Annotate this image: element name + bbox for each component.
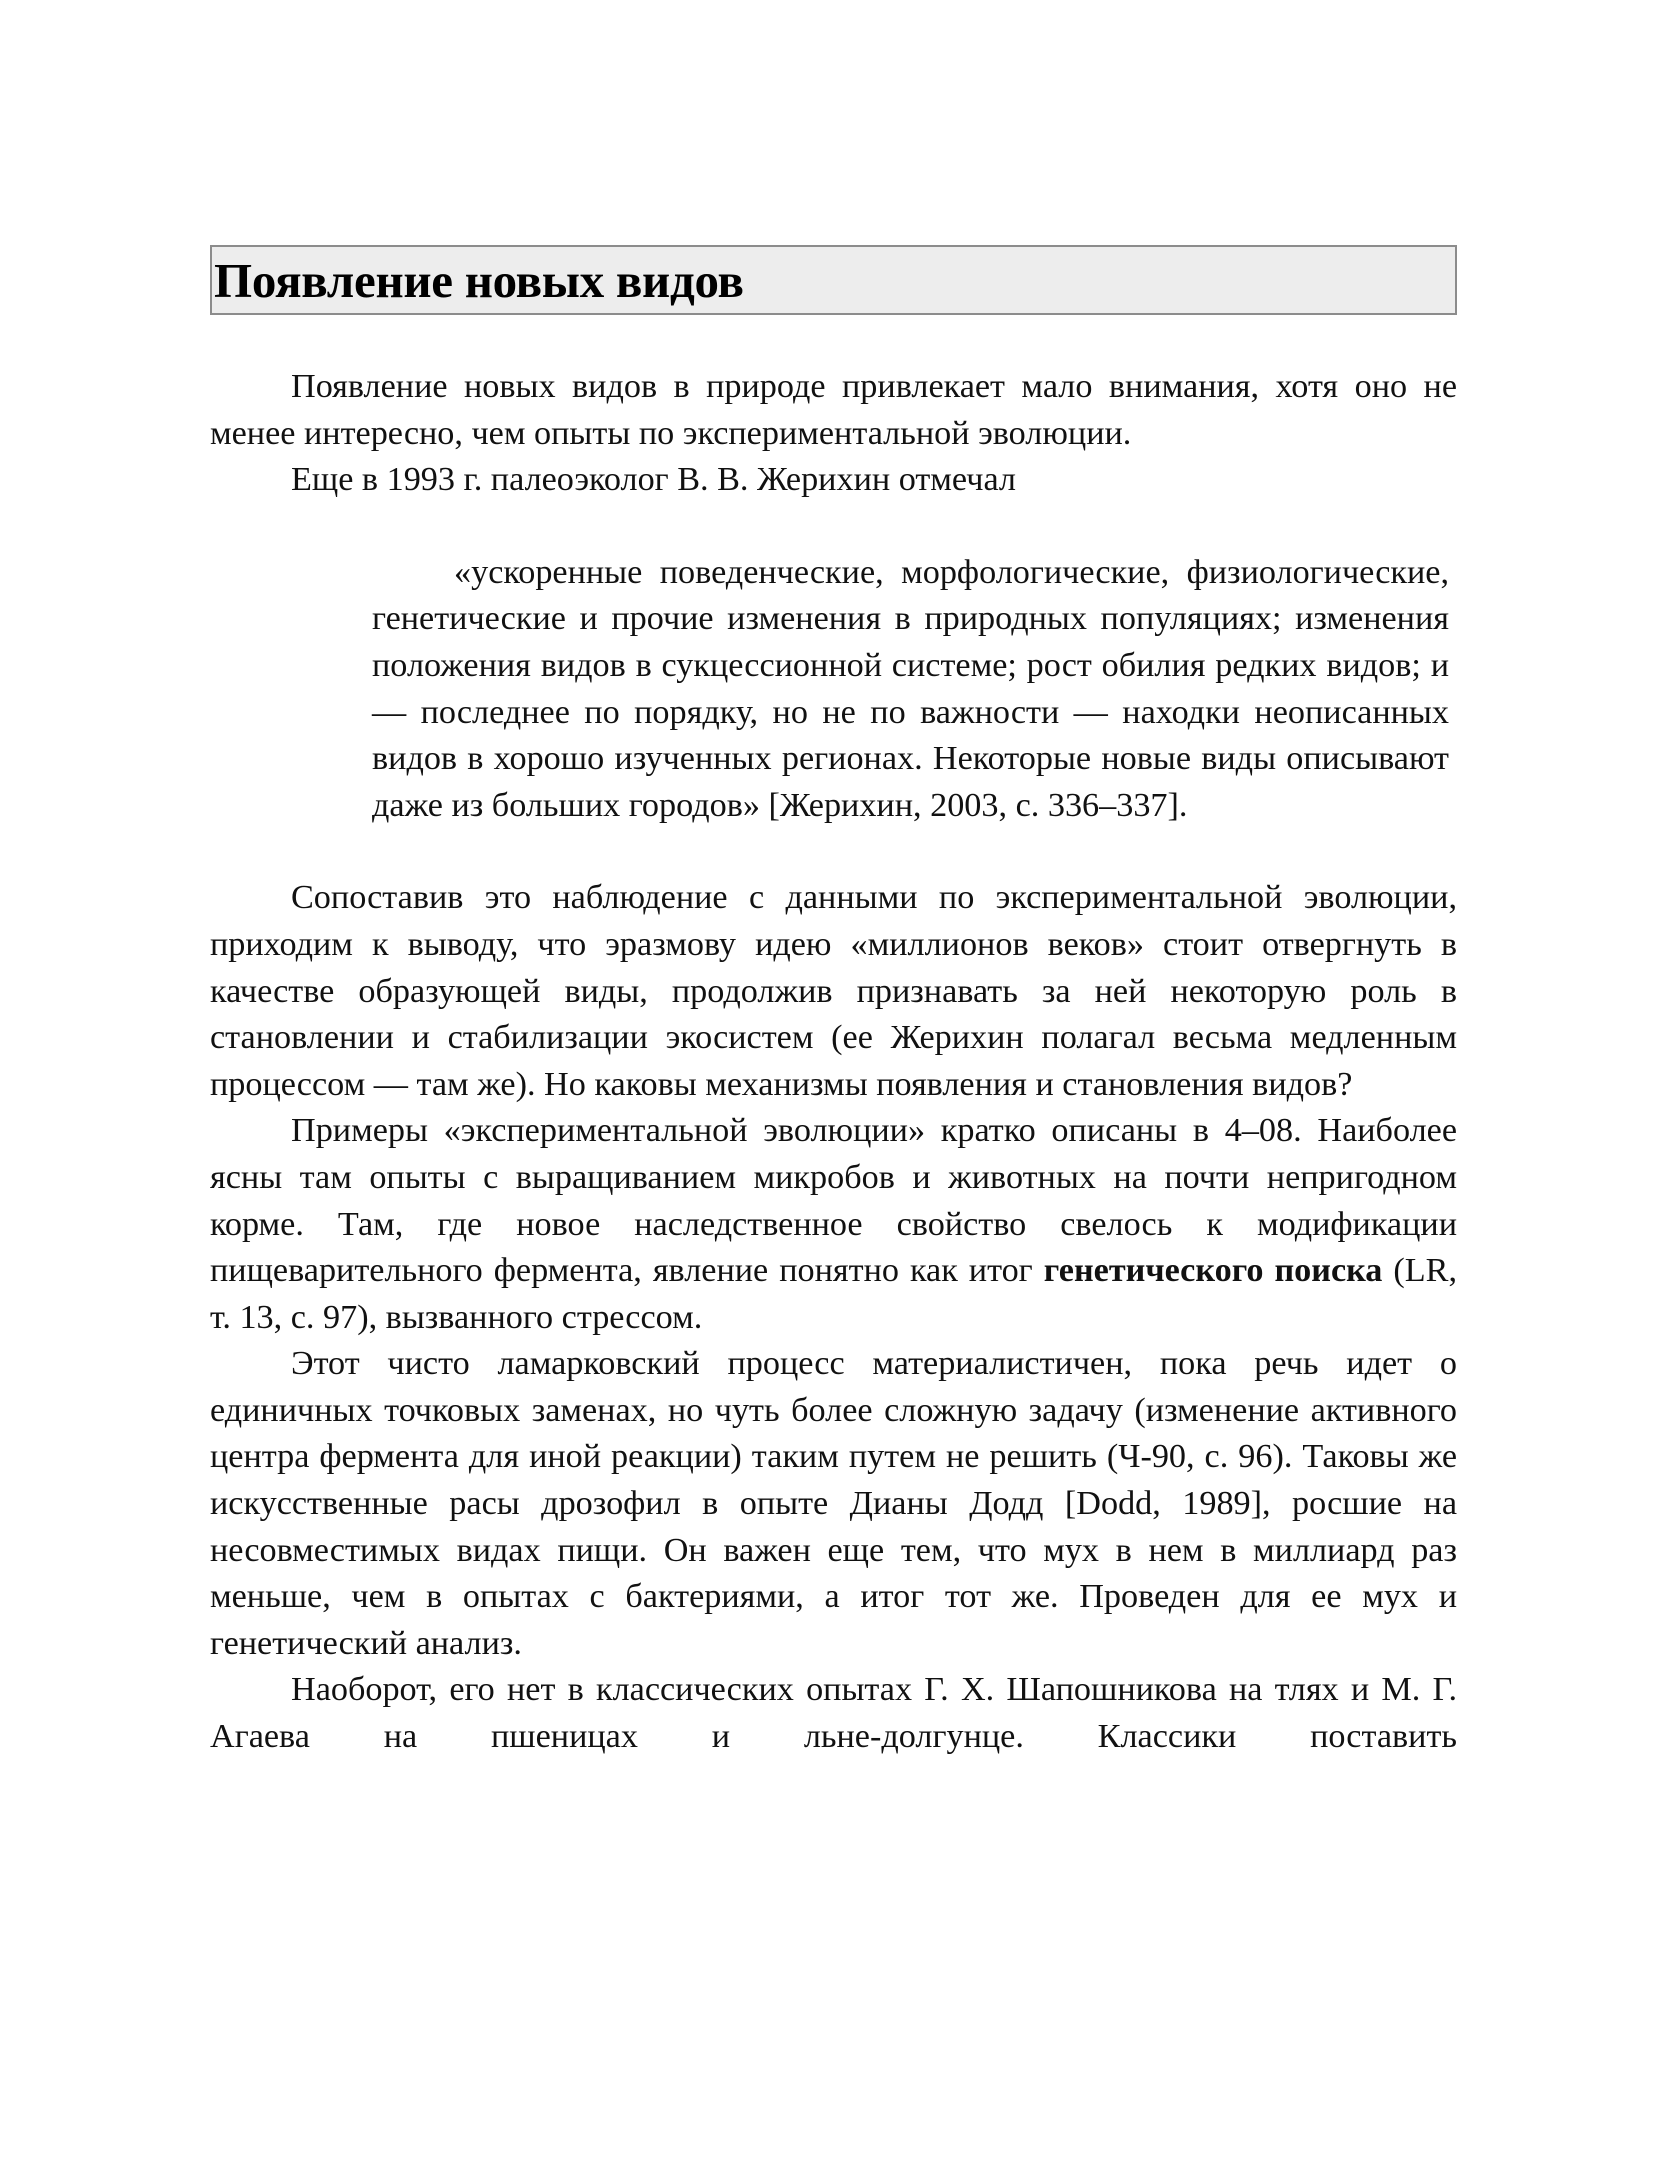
section-heading-box (210, 245, 1457, 315)
bold-term: генетического поиска (1043, 1252, 1383, 1290)
block-quote-text: «ускоренные поведенческие, морфологические, физиологические, генетические и прочие изменения в природных популяциях; изменения положения видов в сукцессионной системе; рост обилия редких видов; и — последнее по порядку, но не по важности — находки неописанных видов в хорошо изученных регионах. Некоторые новые виды описывают даже из больших городов» [Жерихин, 2003, с. 336–337]. (372, 553, 1449, 824)
section-title: Появление новых видов (214, 252, 744, 308)
document-page (210, 245, 1457, 1761)
paragraph-comparison: Сопоставив это наблюдение с данными по экспериментальной эволюции, приходим к выводу, что эразмову идею «миллионов веков» стоит отвергнуть в качестве образующей виды, продолжив признавать за ней некоторую роль в становлении и стабилизации экосистем (ее Жерихин полагал весьма медленным процессом — там же). Но каковы механизмы появления и становления видов? (210, 879, 1457, 1103)
block-quote (372, 550, 1449, 830)
document-body (210, 364, 1457, 1761)
paragraph-examples-start: Примеры «экспериментальной эволюции» кратко описаны в 4–08. Наиболее ясны там опыты с выращиванием микробов и животных на почти непригодном корме. Там, где новое наследственное свойство свелось к модификации пищеварительного фермента, явление понятно как итог (210, 1112, 1457, 1290)
paragraph-quote-lead: Еще в 1993 г. палеоэколог В. В. Жерихин отмечал (291, 461, 1016, 499)
paragraph-intro: Появление новых видов в природе привлекает мало внимания, хотя оно не менее интересно, чем опыты по экспериментальной эволюции. (210, 368, 1457, 452)
paragraph-examples-end: (LR, т. 13, с. 97), вызванного стрессом. (210, 1252, 1457, 1336)
paragraph-examples (210, 1108, 1457, 1341)
paragraph-lamarck: Этот чисто ламарковский процесс материалистичен, пока речь идет о единичных точковых заменах, но чуть более сложную задачу (изменение активного центра фермента для иной реакции) таким путем не решить (Ч-90, с. 96). Таковы же искусственные расы дрозофил в опыте Дианы Додд [Dodd, 1989], росшие на несовместимых видах пищи. Он важен еще тем, что мух в нем в миллиард раз меньше, чем в опытах с бактериями, а итог тот же. Проведен для ее мух и генетический анализ. (210, 1345, 1457, 1662)
paragraph-classics: Наоборот, его нет в классических опытах Г. Х. Шапошникова на тлях и М. Г. Агаева на пшеницах и льне-долгунце. Классики поставить (210, 1671, 1457, 1756)
